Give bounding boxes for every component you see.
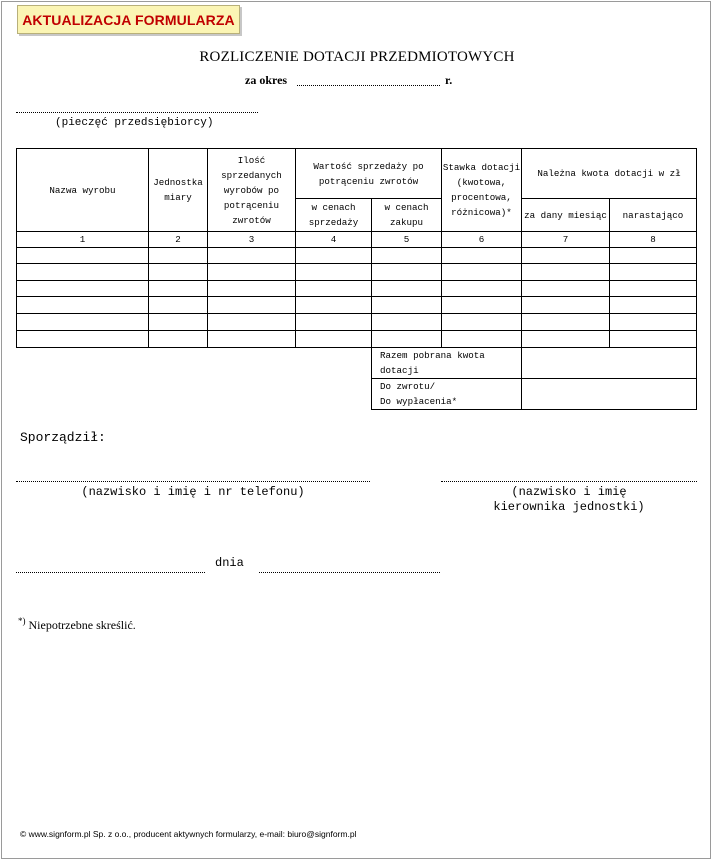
manager-label-line2: kierownika jednostki) <box>493 500 645 514</box>
table-cell[interactable] <box>149 281 208 297</box>
table-cell[interactable] <box>522 297 610 314</box>
table-cell[interactable] <box>296 314 372 331</box>
column-number: 6 <box>442 232 522 248</box>
column-number: 5 <box>372 232 442 248</box>
table-cell[interactable] <box>372 264 442 281</box>
table-cell[interactable] <box>296 331 372 348</box>
table-cell[interactable] <box>610 331 697 348</box>
manager-signature-field[interactable] <box>441 481 697 482</box>
table-cell[interactable] <box>149 314 208 331</box>
column-number: 7 <box>522 232 610 248</box>
balance-label <box>372 379 522 410</box>
header-cumulative: narastająco <box>610 199 697 232</box>
header-product-name: Nazwa wyrobu <box>17 149 149 232</box>
column-number: 4 <box>296 232 372 248</box>
table-row <box>17 248 697 264</box>
settlement-table <box>16 148 697 348</box>
footnote-marker: *) <box>18 616 26 626</box>
column-number: 3 <box>208 232 296 248</box>
summary-table <box>371 347 697 410</box>
table-cell[interactable] <box>208 264 296 281</box>
balance-value[interactable] <box>522 379 697 410</box>
table-cell[interactable] <box>522 264 610 281</box>
table-cell[interactable] <box>442 331 522 348</box>
table-cell[interactable] <box>17 281 149 297</box>
place-field[interactable] <box>16 572 205 573</box>
preparer-signature-field[interactable] <box>16 481 370 482</box>
table-cell[interactable] <box>610 264 697 281</box>
header-subsidy-due: Należna kwota dotacji w zł <box>522 149 697 199</box>
table-cell[interactable] <box>442 264 522 281</box>
column-number: 1 <box>17 232 149 248</box>
table-cell[interactable] <box>208 297 296 314</box>
table-cell[interactable] <box>522 281 610 297</box>
footer-copyright: © www.signform.pl Sp. z o.o., producent aktywnych formularzy, e-mail: biuro@signform.pl <box>20 829 357 839</box>
table-cell[interactable] <box>442 248 522 264</box>
table-cell[interactable] <box>372 297 442 314</box>
refund-label: Do zwrotu/ <box>380 381 436 392</box>
table-row <box>17 281 697 297</box>
table-row <box>17 331 697 348</box>
table-cell[interactable] <box>208 281 296 297</box>
table-cell[interactable] <box>522 248 610 264</box>
table-cell[interactable] <box>610 297 697 314</box>
table-cell[interactable] <box>296 264 372 281</box>
table-cell[interactable] <box>149 248 208 264</box>
table-cell[interactable] <box>522 331 610 348</box>
table-cell[interactable] <box>372 248 442 264</box>
table-cell[interactable] <box>208 314 296 331</box>
table-cell[interactable] <box>296 281 372 297</box>
header-purchase-prices: w cenach zakupu <box>372 199 442 232</box>
table-cell[interactable] <box>149 264 208 281</box>
table-cell[interactable] <box>17 248 149 264</box>
total-subsidy-value[interactable] <box>522 348 697 379</box>
footnote <box>18 616 136 633</box>
header-subsidy-rate: Stawka dotacji (kwotowa, procentowa, różnicowa)* <box>442 149 522 232</box>
total-subsidy-label: Razem pobrana kwota dotacji <box>372 348 522 379</box>
stamp-label: (pieczęć przedsiębiorcy) <box>55 117 214 129</box>
table-cell[interactable] <box>149 331 208 348</box>
table-cell[interactable] <box>610 248 697 264</box>
table-cell[interactable] <box>208 331 296 348</box>
table-row <box>17 297 697 314</box>
table-cell[interactable] <box>17 297 149 314</box>
table-cell[interactable] <box>442 297 522 314</box>
table-cell[interactable] <box>372 281 442 297</box>
table-cell[interactable] <box>17 314 149 331</box>
table-cell[interactable] <box>296 248 372 264</box>
stamp-field[interactable] <box>16 112 258 113</box>
table-cell[interactable] <box>296 297 372 314</box>
page-frame <box>1 1 711 859</box>
table-cell[interactable] <box>522 314 610 331</box>
header-sales-value: Wartość sprzedaży po potrąceniu zwrotów <box>296 149 442 199</box>
header-quantity: Ilość sprzedanych wyrobów po potrąceniu zwrotów <box>208 149 296 232</box>
date-label: dnia <box>215 556 244 570</box>
manager-label-line1: (nazwisko i imię <box>511 485 627 499</box>
period-suffix: r. <box>445 73 453 87</box>
period-label: za okres <box>245 73 288 87</box>
header-sales-prices: w cenach sprzedaży <box>296 199 372 232</box>
table-cell[interactable] <box>208 248 296 264</box>
table-cell[interactable] <box>610 314 697 331</box>
payout-label: Do wypłacenia* <box>380 396 458 407</box>
table-cell[interactable] <box>610 281 697 297</box>
column-number: 2 <box>149 232 208 248</box>
table-cell[interactable] <box>442 314 522 331</box>
header-unit: Jednostka miary <box>149 149 208 232</box>
table-row <box>17 264 697 281</box>
table-cell[interactable] <box>149 297 208 314</box>
table-cell[interactable] <box>17 331 149 348</box>
date-field[interactable] <box>259 572 440 573</box>
column-number: 8 <box>610 232 697 248</box>
footnote-text: Niepotrzebne skreślić. <box>25 618 136 632</box>
form-title: ROZLICZENIE DOTACJI PRZEDMIOTOWYCH <box>199 49 515 65</box>
table-cell[interactable] <box>372 314 442 331</box>
preparer-label: (nazwisko i imię i nr telefonu) <box>81 485 305 499</box>
period-field[interactable] <box>297 85 440 86</box>
table-cell[interactable] <box>372 331 442 348</box>
table-row <box>17 314 697 331</box>
header-current-month: za dany miesiąc <box>522 199 610 232</box>
update-form-button[interactable]: AKTUALIZACJA FORMULARZA <box>17 5 240 34</box>
prepared-by-label: Sporządził: <box>20 430 106 445</box>
table-cell[interactable] <box>442 281 522 297</box>
table-cell[interactable] <box>17 264 149 281</box>
